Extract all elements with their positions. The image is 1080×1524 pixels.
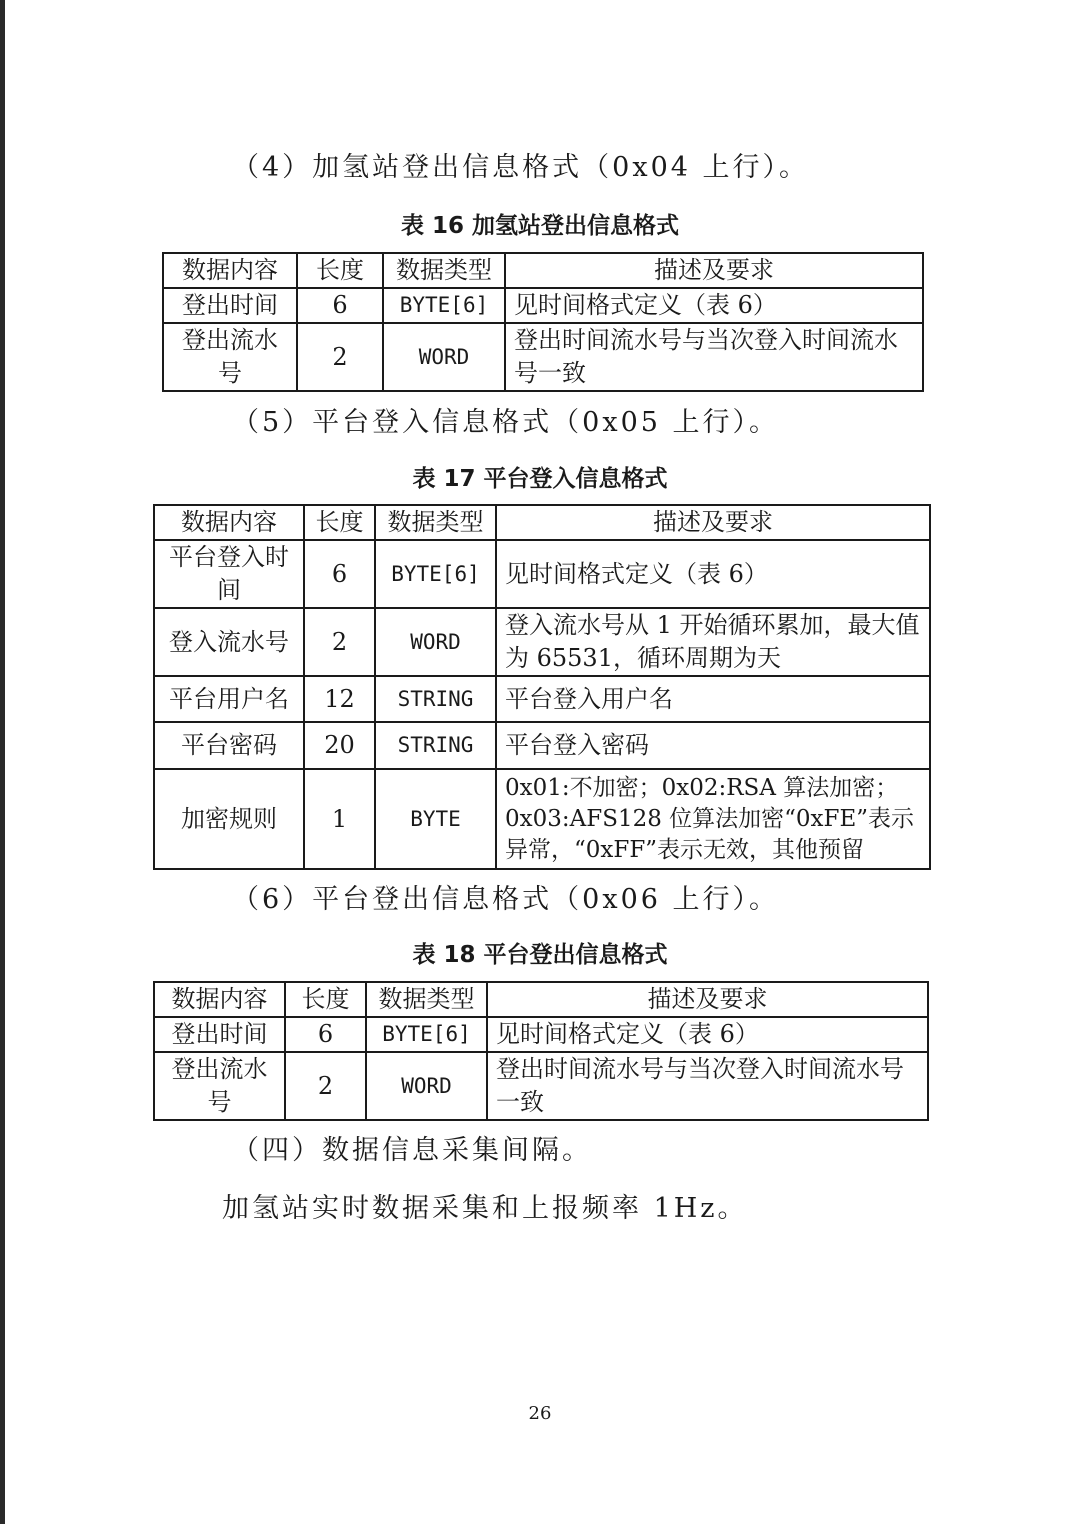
page-number: 26: [528, 1403, 552, 1424]
table-cell: 登入流水号: [154, 608, 304, 676]
table-cell: STRING: [375, 676, 496, 722]
table-cell: 20: [304, 722, 375, 769]
table-16: [162, 252, 924, 392]
section-4-heading: （4）加氢站登出信息格式（0x04 上行）。: [232, 152, 810, 183]
table-cell: 6: [285, 1017, 366, 1052]
table-cell: 见时间格式定义（表 6）: [496, 540, 930, 608]
table-row: [163, 288, 923, 323]
table-cell: 6: [304, 540, 375, 608]
table-cell: 平台登入用户名: [496, 676, 930, 722]
table-row: [154, 1017, 928, 1052]
table-cell: 加密规则: [154, 769, 304, 869]
table-17: [153, 504, 931, 870]
table-cell: 登出时间: [154, 1017, 285, 1052]
table-cell: 见时间格式定义（表 6）: [487, 1017, 928, 1052]
header-cell: 数据类型: [383, 253, 505, 288]
table-cell: 0x01:不加密；0x02:RSA 算法加密；0x03:AFS128 位算法加密“0xFE”表示异常，“0xFF”表示无效，其他预留: [496, 769, 930, 869]
table-cell: WORD: [383, 323, 505, 391]
header-cell: 数据内容: [154, 982, 285, 1017]
table-cell: STRING: [375, 722, 496, 769]
table-cell: 2: [297, 323, 383, 391]
table-header-row: [154, 505, 930, 540]
table-cell: BYTE: [375, 769, 496, 869]
section-four-heading: （四）数据信息采集间隔。: [232, 1135, 592, 1166]
table-cell: 登出时间: [163, 288, 297, 323]
table-17-caption: 表 17 平台登入信息格式: [412, 466, 668, 492]
header-cell: 长度: [304, 505, 375, 540]
table-row: [163, 323, 923, 391]
table-cell: 平台登入时间: [154, 540, 304, 608]
table-cell: 平台密码: [154, 722, 304, 769]
table-cell: 登出流水号: [163, 323, 297, 391]
table-cell: WORD: [366, 1052, 487, 1120]
table-18: [153, 981, 929, 1121]
table-cell: 登出时间流水号与当次登入时间流水号一致: [505, 323, 923, 391]
header-cell: 数据类型: [375, 505, 496, 540]
header-cell: 长度: [297, 253, 383, 288]
table-cell: BYTE[6]: [383, 288, 505, 323]
section-5-heading: （5）平台登入信息格式（0x05 上行）。: [232, 407, 780, 438]
table-cell: 平台用户名: [154, 676, 304, 722]
table-cell: BYTE[6]: [366, 1017, 487, 1052]
table-header-row: [163, 253, 923, 288]
table-cell: BYTE[6]: [375, 540, 496, 608]
header-cell: 数据内容: [163, 253, 297, 288]
table-cell: 登出时间流水号与当次登入时间流水号一致: [487, 1052, 928, 1120]
table-cell: 1: [304, 769, 375, 869]
table-18-caption: 表 18 平台登出信息格式: [412, 942, 668, 968]
table-cell: 平台登入密码: [496, 722, 930, 769]
table-header-row: [154, 982, 928, 1017]
body-paragraph: 加氢站实时数据采集和上报频率 1Hz。: [222, 1193, 748, 1224]
table-row: [154, 540, 930, 608]
table-cell: 见时间格式定义（表 6）: [505, 288, 923, 323]
table-cell: 12: [304, 676, 375, 722]
header-cell: 数据内容: [154, 505, 304, 540]
table-cell: WORD: [375, 608, 496, 676]
table-cell: 登出流水号: [154, 1052, 285, 1120]
table-16-caption: 表 16 加氢站登出信息格式: [400, 213, 680, 239]
section-6-heading: （6）平台登出信息格式（0x06 上行）。: [232, 884, 780, 915]
table-row: [154, 769, 930, 869]
table-cell: 2: [285, 1052, 366, 1120]
table-cell: 登入流水号从 1 开始循环累加，最大值为 65531，循环周期为天: [496, 608, 930, 676]
table-cell: 6: [297, 288, 383, 323]
table-row: [154, 1052, 928, 1120]
table-cell: 2: [304, 608, 375, 676]
header-cell: 数据类型: [366, 982, 487, 1017]
header-cell: 描述及要求: [487, 982, 928, 1017]
header-cell: 长度: [285, 982, 366, 1017]
table-row: [154, 676, 930, 722]
table-row: [154, 722, 930, 769]
table-row: [154, 608, 930, 676]
header-cell: 描述及要求: [505, 253, 923, 288]
header-cell: 描述及要求: [496, 505, 930, 540]
